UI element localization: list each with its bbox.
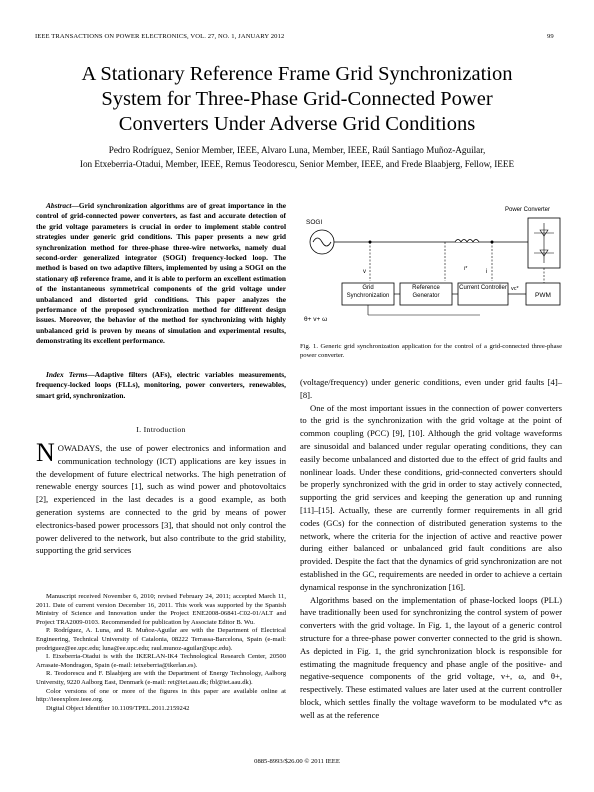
pwm-label: PWM <box>535 292 551 299</box>
index-terms <box>36 370 286 401</box>
abstract-label: Abstract— <box>46 201 79 210</box>
drop-cap: N <box>36 438 55 467</box>
intro-paragraph <box>36 438 286 557</box>
v-label: v <box>363 269 366 275</box>
issn-copyright: 0885-8993/$26.00 © 2011 IEEE <box>254 758 340 765</box>
footnote <box>36 593 286 713</box>
inductor-icon <box>455 240 479 243</box>
paragraph-continuation: (voltage/frequency) under generic conditions, even under grid faults [4]–[8]. <box>300 377 562 400</box>
footnote-affiliation-3: R. Teodorescu and F. Blaabjerg are with the Department of Energy Technology, Aalborg University, 9220 Aalborg East, Denmark (e-mail: ret@iet.aau.dk; fbl@iet.aau.dk). <box>36 670 286 686</box>
footnote-doi: Digital Object Identifier 10.1109/TPEL.2011.2159242 <box>46 704 190 712</box>
paragraph-pll: Algorithms based on the implementation of phase-locked loops (PLL) have traditionally been used for synchronizing the control system of power converters with the grid voltage. In Fig. 1, the layout of a generic control structure for a three-phase power converter connected to the grid is shown. As depicted in Fig. 1, the grid synchronization block is responsible for estimating the magnitude frequency and phase angle of the positive- and negative-sequence components of the grid voltage, v+, ω, and θ+, respectively. These estimated values are later used at the current controller block, which settles finally the voltage waveform to be modulated v*c as well as at the reference <box>300 594 562 720</box>
footnote-manuscript: Manuscript received November 6, 2010; revised February 24, 2011; accepted March 11, 2011. Date of current version December 16, 2011. This work was supported by the Spanish Ministry of Science and Innovation under the Project ENE2008-06841-C02-01/ALT and Project TRA2009-0103. Recommended for publication by Associate Editor B. Wu. <box>36 593 286 626</box>
power-converter-label: Power Converter <box>505 207 551 213</box>
i-star-label: i* <box>464 266 468 272</box>
sogi-label: SOGI <box>306 219 323 226</box>
reference-generator-label: Reference Generator <box>412 285 440 299</box>
paper-title <box>20 62 574 137</box>
page-number: 99 <box>547 33 554 40</box>
theta-label: θ+ v+ ω <box>304 316 328 323</box>
figure-1-diagram <box>300 203 562 343</box>
intro-text: the use of power electronics and information and communication technology (ICT) applications are key issues in the development of future electrical networks. The high penetration of renewable energy sources [1], such as wind power and photovoltaics [2], experienced in the last decades is a good example, as both generation systems are connected to the grid by means of power electronics-based power processors [3], that should not only control the power delivered to the network, but also contribute to the grid stability, supporting the grid services <box>36 443 286 556</box>
author-list <box>20 143 574 171</box>
sine-wave-icon <box>313 238 331 246</box>
section-heading: I. Introduction <box>136 425 186 434</box>
title-line-1: A Stationary Reference Frame Grid Synchronization <box>81 63 513 85</box>
title-line-3: Converters Under Adverse Grid Conditions <box>118 113 476 135</box>
vc-star-label: vc* <box>511 286 519 292</box>
index-terms-text: Adaptive filters (AFs), electric variables measurements, frequency-locked loops (FLLs), monitoring, power converters, renewables, smart grid, synchronization. <box>36 370 287 400</box>
author-line-1: Pedro Rodríguez, Senior Member, IEEE, Alvaro Luna, Member, IEEE, Raúl Santiago Muñoz-Aguilar, <box>108 145 486 155</box>
figure-1-caption: Fig. 1. Generic grid synchronization application for the control of a grid-connected three-phase power converter. <box>300 343 562 359</box>
footnote-color: Color versions of one or more of the figures in this paper are available online at http://ieeexplore.ieee.org. <box>36 687 286 704</box>
author-line-2: Ion Etxeberria-Otadui, Member, IEEE, Remus Teodorescu, Senior Member, IEEE, and Frede Blaabjerg, Fellow, IEEE <box>79 159 515 169</box>
paragraph-sync: One of the most important issues in the connection of power converters to the grid is the synchronization with the grid voltage at the point of common coupling (PCC) [9], [10]. Although the grid voltage waveforms are sinusoidal and balanced under regular operating conditions, they can easily become unbalanced and distorted due to the effect of grid faults and nonlinear loads. Under these conditions, grid-connected converters should be properly synchronized with the grid in order to stay actively connected, supporting the grid services and keeping the generation up and running [11]–[15]. Actually, these are currently former requirements in all grid codes (GCs) for the connection of distributed generation systems to the network, where the criteria for the injection of active and reactive power during either balanced or unbalanced grid fault conditions are also provided. Despite the fact that the dynamics of grid synchronization are not established in the GC, requirements are needed in order to achieve a certain dynamical response in the synchronization [16]. <box>300 402 562 592</box>
footnote-affiliation-2: I. Etxeberria-Otadui is with the IKERLAN-IK4 Technological Research Center, 20500 Arrasate-Mondragon, Spain (e-mail: ietxeberria@ikerlan.es). <box>36 653 286 669</box>
intro-lead: OWADAYS, <box>57 443 103 453</box>
index-terms-label: Index Terms— <box>46 370 95 379</box>
grid-sync-label: Grid Synchronization <box>346 285 390 299</box>
abstract <box>36 201 286 347</box>
footnote-affiliation-1: P. Rodríguez, A. Luna, and R. Muñoz-Aguilar are with the Department of Electrical Engineering, Technical University of Catalonia, 08222 Terrassa-Barcelona, Spain (e-mail: prodriguez@ee.upc.edu; luna@ee.upc.edu; raul.munoz-aguilar@upc.edu). <box>36 627 286 652</box>
i-label: i <box>486 269 488 275</box>
running-header: IEEE TRANSACTIONS ON POWER ELECTRONICS, VOL. 27, NO. 1, JANUARY 2012 <box>35 33 285 40</box>
title-line-2: System for Three-Phase Grid-Connected Power <box>101 88 493 110</box>
current-controller-label: Current Controller <box>459 285 507 291</box>
right-column-text <box>300 376 562 722</box>
abstract-text: Grid synchronization algorithms are of great importance in the control of grid-connected power converters, as fast and accurate detection of the grid voltage parameters is crucial in order to implement stable control strategies under generic grid conditions. This paper presents a new grid synchronization method for three-phase three-wire networks, namely dual second-order generalized integrator (SOGI) frequency-locked loop. The method is based on two adaptive filters, implemented by using a SOGI on the stationary αβ reference frame, and it is able to perform an excellent estimation of the instantaneous symmetrical components of the grid voltage under unbalanced and distorted grid conditions. This paper analyzes the performance of the proposed synchronization method for different design issues. Moreover, the behavior of the method for synchronizing with highly unbalanced grid is proven by means of simulation and experimental results, demonstrating its excellent performance. <box>36 201 286 346</box>
